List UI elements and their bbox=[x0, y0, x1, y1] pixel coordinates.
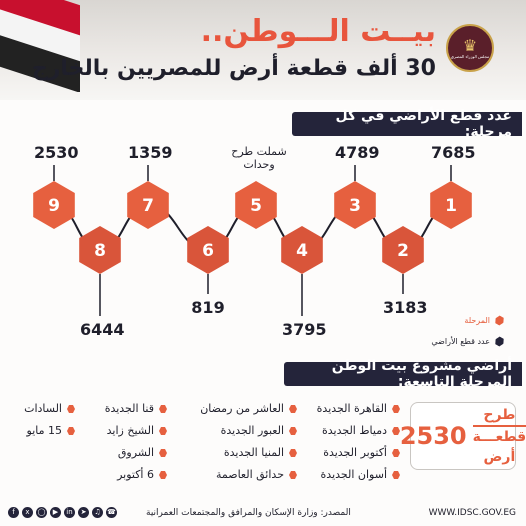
bullet-icon bbox=[67, 427, 75, 435]
subtitle: 30 ألف قطعة أرض للمصريين بالخارج bbox=[31, 56, 436, 81]
phase-8-label: 8 bbox=[94, 241, 106, 261]
phase-7-count: 1359 bbox=[128, 143, 173, 162]
offer-line1: طرح bbox=[483, 407, 516, 423]
offer-number: 2530 bbox=[399, 422, 467, 450]
cities-column-1 bbox=[317, 398, 400, 486]
city-name: العاشر من رمضان bbox=[200, 402, 284, 415]
telegram-icon[interactable]: ➤ bbox=[78, 507, 89, 518]
facebook-icon[interactable]: f bbox=[8, 507, 19, 518]
city-name: المنيا الجديدة bbox=[223, 446, 284, 459]
phase-9-label: 9 bbox=[48, 196, 60, 216]
city-item bbox=[105, 442, 167, 464]
cities-column-4 bbox=[24, 398, 75, 442]
city-name: حدائق العاصمة bbox=[215, 468, 284, 481]
bullet-icon bbox=[289, 471, 297, 479]
city-item bbox=[317, 442, 400, 464]
linkedin-icon[interactable]: in bbox=[64, 507, 75, 518]
cabinet-logo-icon: ♛ مجلس الوزراء المصري bbox=[446, 24, 494, 72]
bullet-icon bbox=[289, 449, 297, 457]
bullet-icon bbox=[159, 449, 167, 457]
city-item bbox=[200, 442, 297, 464]
city-name: دمياط الجديدة bbox=[321, 424, 387, 437]
city-name: السادات bbox=[24, 402, 62, 415]
bullet-icon bbox=[392, 471, 400, 479]
x-icon[interactable]: x bbox=[22, 507, 33, 518]
city-item bbox=[24, 398, 75, 420]
city-item bbox=[200, 464, 297, 486]
count-marker-icon bbox=[493, 335, 505, 347]
bullet-icon bbox=[159, 471, 167, 479]
legend-count: عدد قطع الأراضي bbox=[431, 337, 490, 346]
phase-1-label: 1 bbox=[445, 196, 457, 216]
city-item bbox=[317, 464, 400, 486]
phase-2-count: 3183 bbox=[383, 298, 428, 317]
city-name: أسوان الجديدة bbox=[320, 468, 387, 481]
bullet-icon bbox=[289, 427, 297, 435]
phase-6-label: 6 bbox=[202, 241, 214, 261]
city-name: 15 مايو bbox=[26, 424, 62, 437]
bullet-icon bbox=[67, 405, 75, 413]
bullet-icon bbox=[392, 427, 400, 435]
phase-6-count: 819 bbox=[191, 298, 225, 317]
bullet-icon bbox=[159, 427, 167, 435]
phase-4-label: 4 bbox=[296, 241, 308, 261]
offer-line2: قطعـــة أرض bbox=[473, 425, 526, 467]
city-item bbox=[200, 420, 297, 442]
phase-8-count: 6444 bbox=[80, 320, 125, 339]
phase-5-label: 5 bbox=[250, 196, 262, 216]
phase-3-label: 3 bbox=[349, 196, 361, 216]
city-name: أكتوبر الجديدة bbox=[323, 446, 387, 459]
section-phase-counts-label: عدد قطع الأراضي في كل مرحلة: bbox=[292, 112, 522, 136]
city-item bbox=[105, 398, 167, 420]
tiktok-icon[interactable]: ♫ bbox=[92, 507, 103, 518]
phase5-note: شملت طرح وحدات bbox=[231, 145, 287, 171]
city-name: الشيخ زايد bbox=[106, 424, 154, 437]
city-name: قنا الجديدة bbox=[104, 402, 154, 415]
bullet-icon bbox=[289, 405, 297, 413]
cities-column-2 bbox=[200, 398, 297, 486]
city-name: الشروق bbox=[117, 446, 154, 459]
main-title: بيــت الـــوطن.. bbox=[200, 14, 436, 49]
phase-2-label: 2 bbox=[397, 241, 409, 261]
phase-4-count: 3795 bbox=[282, 320, 327, 339]
city-item bbox=[105, 420, 167, 442]
section-phase9-lands-label: أراضي مشروع بيت الوطن المرحلة التاسعة: bbox=[284, 362, 522, 386]
instagram-icon[interactable]: ◯ bbox=[37, 508, 46, 516]
youtube-icon[interactable]: ▶ bbox=[50, 507, 61, 518]
phase-1-count: 7685 bbox=[431, 143, 476, 162]
social-icons bbox=[8, 507, 117, 518]
phase-9-count: 2530 bbox=[34, 143, 79, 162]
phase-7-label: 7 bbox=[142, 196, 154, 216]
bullet-icon bbox=[392, 405, 400, 413]
legend-phase: المرحلة bbox=[464, 316, 490, 325]
phase-3-count: 4789 bbox=[335, 143, 380, 162]
city-name: العبور الجديدة bbox=[220, 424, 284, 437]
phase-marker-icon bbox=[493, 314, 505, 326]
whatsapp-icon[interactable]: ☎ bbox=[107, 508, 116, 516]
website-link[interactable]: WWW.IDSC.GOV.EG bbox=[428, 508, 516, 518]
bullet-icon bbox=[392, 449, 400, 457]
city-item bbox=[200, 398, 297, 420]
source-text: المصدر: وزارة الإسكان والمرافق والمجتمعات العمرانية bbox=[146, 508, 351, 518]
bullet-icon bbox=[159, 405, 167, 413]
cities-column-3 bbox=[105, 398, 167, 486]
city-item bbox=[317, 420, 400, 442]
city-item bbox=[105, 464, 167, 486]
city-name: 6 أكتوبر bbox=[117, 468, 154, 481]
city-item bbox=[24, 420, 75, 442]
city-name: القاهرة الجديدة bbox=[316, 402, 387, 415]
legend bbox=[431, 316, 504, 358]
city-item bbox=[317, 398, 400, 420]
offer-box bbox=[399, 402, 526, 470]
